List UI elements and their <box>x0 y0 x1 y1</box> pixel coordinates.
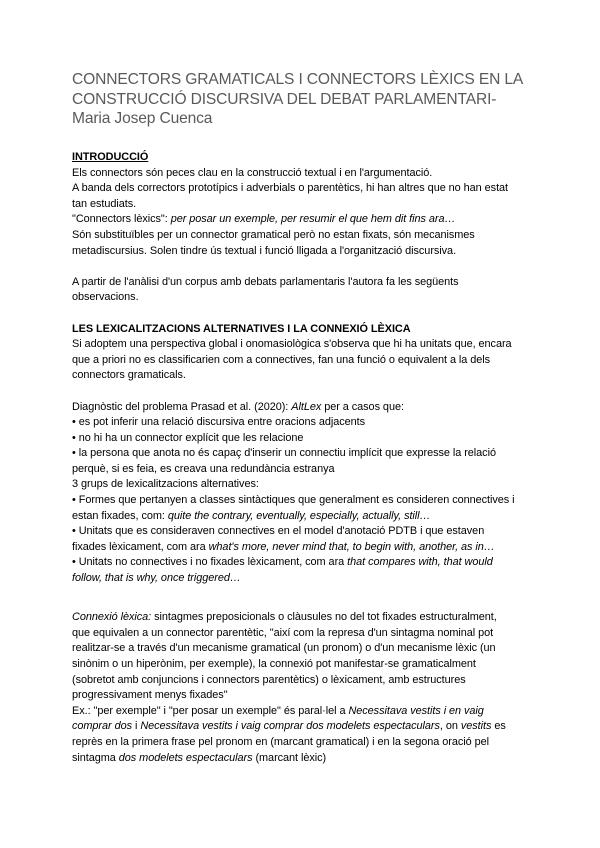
paragraph-line: connectors gramaticals. <box>72 369 186 382</box>
text-span: per a casos que: <box>321 400 404 413</box>
italic-text: vestits <box>460 720 492 733</box>
paragraph-line <box>72 610 534 626</box>
bullet-item: • no hi ha un connector explícit que les relacione <box>72 431 304 444</box>
paragraph-line: Els connectors són peces clau en la construcció textual i en l'argumentació. <box>72 166 433 179</box>
italic-text: what's more, never mind that, to begin with, another, as in… <box>208 540 495 553</box>
text-span: (marcant lèxic) <box>252 751 327 764</box>
italic-text: AltLex <box>291 400 322 413</box>
text-span: estan fixades, com: <box>72 509 168 522</box>
italic-text: Connexió lèxica: <box>72 611 152 624</box>
example-line <box>72 751 534 767</box>
paragraph-line: 3 grups de lexicalitzacions alternatives: <box>72 478 259 491</box>
text-span: Ex.: "per exemple" i "per posar un exemple" és paral·lel a <box>72 704 349 717</box>
title-line-2: CONSTRUCCIÓ DISCURSIVA DEL DEBAT PARLAMENTARI- <box>72 90 497 108</box>
section-heading-introduccio: INTRODUCCIÓ <box>72 151 149 163</box>
text-span: fixades lèxicament, com ara <box>72 540 209 553</box>
bullet-item: • la persona que anota no és capaç d'inserir un connectiu implícit que expresse la relació <box>72 447 496 460</box>
bullet-item: • es pot inferir una relació discursiva entre oracions adjacents <box>72 416 365 429</box>
example-line <box>72 704 534 720</box>
paragraph-line <box>72 212 534 228</box>
bullet-item-continued <box>72 540 534 556</box>
paragraph-line: (sobretot amb conjuncions i connectors parentètics) o lèxicament, amb estructures <box>72 673 466 686</box>
bullet-item: • Formes que pertanyen a classes sintàctiques que generalment es consideren connectives i <box>72 494 515 507</box>
text-span: sintagmes preposicionals o clàusules no del tot fixades estructuralment, <box>151 611 497 624</box>
italic-text: dos modelets espectaculars <box>118 751 253 764</box>
paragraph-line: realitzar-se a través d'un mecanisme gramatical (un pronom) o d'un mecanisme lèxic (un <box>72 642 496 655</box>
section-heading-lexicalitzacions: LES LEXICALITZACIONS ALTERNATIVES I LA CONNEXIÓ LÈXICA <box>72 322 411 335</box>
paragraph-line: que a priori no es classificarien com a connectives, fan una funció o equivalent a la dels <box>72 353 491 366</box>
example-line <box>72 719 534 735</box>
paragraph-line: Si adoptem una perspectiva global i onomasiològica s'observa que hi ha unitats que, encara <box>72 338 512 351</box>
paragraph-line: observacions. <box>72 291 139 304</box>
bullet-item-continued <box>72 571 534 587</box>
bullet-item-continued: perquè, si es feia, es creava una redundància estranya <box>72 462 335 475</box>
text-span: "Connectors lèxics": <box>72 213 171 226</box>
italic-text: quite the contrary, eventually, especially, actually, still… <box>167 509 431 522</box>
text-span: Diagnòstic del problema Prasad et al. (2020): <box>72 400 292 413</box>
paragraph-line: A banda dels correctors prototípics i adverbials o parentètics, hi han altres que no han estat <box>72 182 509 195</box>
text-span: i <box>131 720 141 733</box>
title-line-1: CONNECTORS GRAMATICALS I CONNECTORS LÈXICS EN LA <box>72 71 524 88</box>
paragraph-line: A partir de l'anàlisi d'un corpus amb debats parlamentaris l'autora fa les següents <box>72 275 459 288</box>
italic-text: per posar un exemple, per resumir el que hem dit fins ara… <box>170 213 456 226</box>
italic-text: Necessitava vestits i en vaig <box>348 704 484 717</box>
italic-text: that compares with, that would <box>347 556 493 569</box>
paragraph-line: que equivalen a un connector parentètic, "així com la represa d'un sintagma nominal pot <box>72 626 494 639</box>
paragraph-line: progressivament menys fixades" <box>72 689 228 702</box>
bullet-item: • Unitats que es consideraven connectives en el model d'anotació PDTB i que estaven <box>72 525 485 538</box>
bullet-item-continued <box>72 509 534 525</box>
paragraph-line: tan estudiats. <box>72 197 137 210</box>
document-body <box>72 150 534 766</box>
author-name: Maria Josep Cuenca <box>72 110 213 127</box>
paragraph-line <box>72 400 534 416</box>
text-span: es <box>491 720 506 733</box>
italic-text: Necessitava vestits i vaig comprar dos modelets espectaculars <box>140 720 440 733</box>
document-title <box>72 70 542 129</box>
italic-text: follow, that is why, once triggered… <box>72 572 241 585</box>
italic-text: comprar dos <box>72 720 132 733</box>
text-span: • Unitats no connectives i no fixades lèxicament, com ara <box>72 556 348 569</box>
paragraph-line: Són substituïbles per un connector gramatical però no estan fixats, són mecanismes <box>72 228 475 241</box>
paragraph-line: sinònim o un hiperònim, per exemple), la connexió pot manifestar-se gramaticalment <box>72 658 476 670</box>
example-line: reprès en la primera frase pel pronom en (marcant gramatical) i en la segona oració pel <box>72 735 489 748</box>
text-span: , on <box>439 720 461 733</box>
text-span: sintagma <box>72 751 119 764</box>
paragraph-line: metadiscursius. Solen tindre ús textual i funció lligada a l'organització discursiva. <box>72 244 457 257</box>
bullet-item <box>72 555 534 571</box>
